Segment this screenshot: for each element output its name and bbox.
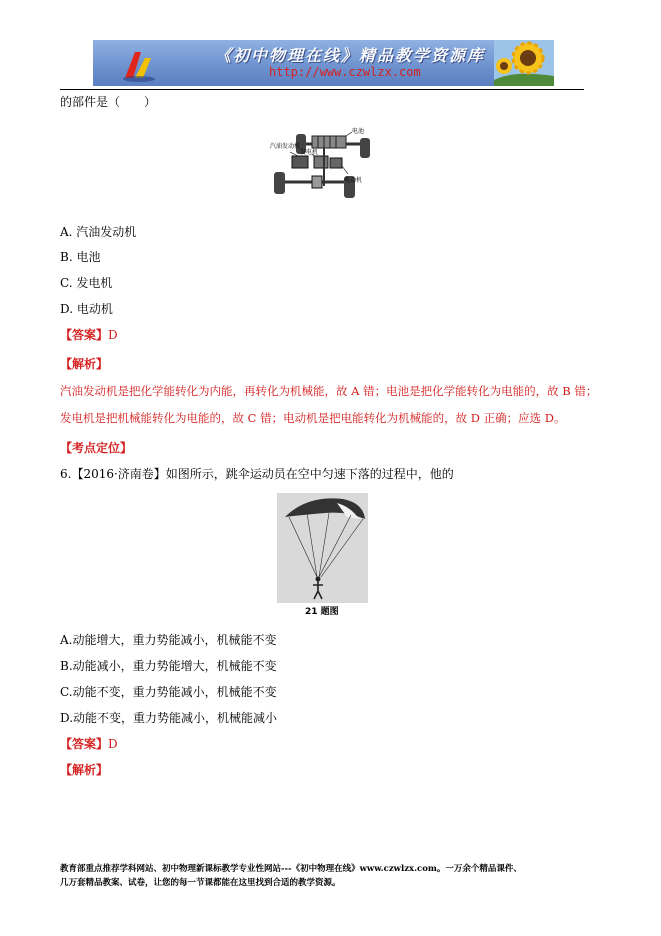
label-generator: 发电机 [300, 149, 319, 156]
q5-analysis-line2: 发电机是把机械能转化为电能的，故 C 错；电动机是把电能转化为机械能的，故 D 正确；应选 D。 [60, 411, 566, 425]
q5-stem-tail: 的部件是（ ） [60, 95, 157, 109]
header-rule [60, 89, 584, 90]
q5-option-d: D. 电动机 [60, 302, 113, 316]
q6-option-a: A.动能增大，重力势能减小，机械能不变 [60, 633, 277, 647]
q5-answer-value: D [108, 328, 118, 342]
q6-answer [60, 737, 118, 751]
banner-url[interactable]: http://www.czwlzx.com [269, 65, 421, 79]
q6-analysis-tag: 【解析】 [60, 763, 109, 777]
q6-answer-value: D [108, 737, 118, 751]
q6-option-c: C.动能不变，重力势能减小，机械能不变 [60, 685, 277, 699]
label-battery: 电池 [352, 128, 365, 135]
q6-option-b: B.动能减小，重力势能增大，机械能不变 [60, 659, 277, 673]
parachutist-figure [277, 493, 368, 617]
q6-answer-tag: 【答案】 [60, 737, 109, 751]
hybrid-car-chassis-figure [268, 126, 378, 206]
q5-answer-tag: 【答案】 [60, 328, 109, 342]
q5-answer [60, 328, 118, 342]
q6-figure-caption: 21 题图 [305, 607, 339, 617]
footer-line2: 几万套精品教案、试卷，让您的每一节课都能在这里找到合适的教学资源。 [60, 878, 341, 888]
sunflower-icon [494, 40, 554, 86]
q5-option-a: A. 汽油发动机 [60, 225, 137, 239]
label-engine: 汽油发动机 [270, 143, 301, 150]
q5-analysis-line1: 汽油发动机是把化学能转化为内能，再转化为机械能，故 A 错；电池是把化学能转化为电能的，故 B 错； [60, 384, 598, 398]
site-logo-icon [121, 48, 157, 82]
q5-analysis-tag: 【解析】 [60, 357, 109, 371]
footer-line1: 教育部重点推荐学科网站、初中物理新课标教学专业性网站---《初中物理在线》www.czwlzx.com。一万余个精品课件、 [60, 864, 522, 874]
q5-kaodian-tag: 【考点定位】 [60, 441, 133, 455]
q6-option-d: D.动能不变，重力势能减小，机械能减小 [60, 711, 278, 725]
label-motor: 电动机 [344, 177, 363, 184]
q5-option-b: B. 电池 [60, 250, 101, 264]
q6-stem: 6.【2016·济南卷】如图所示，跳伞运动员在空中匀速下落的过程中，他的 [60, 467, 454, 481]
banner-title: 《初中物理在线》精品教学资源库 [215, 46, 486, 65]
header-banner [93, 40, 554, 86]
q5-option-c: C. 发电机 [60, 276, 113, 290]
